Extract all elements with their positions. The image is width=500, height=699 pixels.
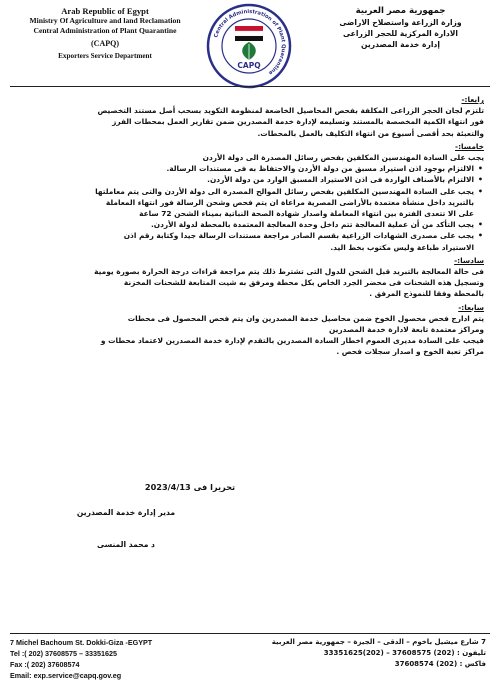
bullet-line: على الا تتعدى الفترة بين انتهاء المعاملة واصدار شهادة الصحة النباتية بميناء الشحن 72 ساعة [139, 209, 474, 219]
list-item [18, 174, 484, 185]
header-left-line: (CAPQ) [91, 39, 119, 48]
list-item [18, 186, 484, 220]
footer-english-block [10, 637, 230, 681]
document-body [18, 92, 484, 358]
seal-ring-textpath: Central Administration of Plant Quarantine [213, 8, 287, 76]
header-left-line: Arab Republic of Egypt [61, 6, 149, 16]
signature-name: د محمد المنسى [97, 540, 155, 549]
bullet-line: • الالتزام بوجود اذن استيراد مسبق من دولة الأردن والاحتفاظ به فى مستندات الرسالة. [166, 164, 474, 174]
footer-email-link[interactable]: Email: exp.service@capq.gov.eg [10, 671, 122, 680]
footer-right-line: تليفون : (202) 37608575 – (202)33351625 [323, 649, 486, 657]
header-right-line: الادارة المركزية للحجر الزراعى [342, 29, 459, 38]
issue-date: تحريرا فى 2023/4/13 [144, 482, 236, 492]
paragraph-line: مراكز تعبة الخوخ و اصدار سجلات فحص . [336, 347, 484, 357]
list-item [18, 230, 484, 252]
footer-left-line: 7 Michel Bachoum St. Dokki-Giza -EGYPT [10, 638, 153, 647]
paragraph-line: ومراكز معتمدة تابعة لادارة خدمة المصدرين [329, 325, 484, 335]
flag-red-stripe [235, 26, 263, 31]
paragraph-line: فى حالة المعالجة بالتبريد قبل الشحن للدول التى تشترط ذلك يتم مراجعة قراءات درجة الحرارة بصورة يومية [94, 267, 484, 277]
bullet-line: • يجب على مصدرى الشهادات الزراعية بقسم الصادر مراجعة مستندات الرسالة جيدا وكتابة رقم اذن [123, 231, 474, 241]
bullet-list [18, 163, 484, 253]
header-left-line: Ministry Of Agriculture and land Reclamation [29, 16, 181, 25]
bullet-line: بالتبريد داخل منشأة معتمدة بالأراضى المصرية مراعاة ان يتم فحص وشحن الرسالة فور انتهاء المعاملة [105, 197, 474, 207]
paragraph-line: تلتزم لجان الحجر الزراعى المكلفة بفحص المحاصيل الخاضعة لمنظومة التكويد بسحب أصل مستند التخصيص [97, 106, 484, 116]
paragraph-line: فور انتهاء الكمية المخصصة بالمستند وتسليمه لإدارة خدمة المصدرين ضمن تقارير العمل بمحطات الفرز [112, 117, 484, 127]
header-left-line: Central Administration of Plant Quarantine [33, 26, 177, 35]
capq-logo [205, 2, 293, 90]
bullet-line: • يجب التأكد من أن عملية المعالجة تتم داخل وحدة المعالجة المعتمدة بالمحطة لدولة الأردن. [150, 220, 474, 230]
section-title: رابعا:- [461, 95, 484, 104]
flag-black-stripe [235, 36, 263, 41]
footer-right-line: فاكس : (202) 37608574 [394, 660, 486, 668]
footer-divider [10, 633, 490, 634]
paragraph-line: فيجب على السادة مديرى العموم اخطار السادة المصدرين بالتقدم لإدارة خدمة المصدرين لاعتماد محطات و [100, 336, 484, 346]
list-item [18, 163, 484, 174]
section-seventh [18, 302, 484, 358]
paragraph-line: يجب على السادة المهندسين المكلفين بفحص رسائل المصدرة الى دولة الأردن [202, 153, 484, 163]
header-right-line: جمهورية مصر العربية [355, 6, 446, 16]
flag-white-stripe [235, 31, 263, 36]
footer-arabic-block [266, 637, 486, 670]
section-title: سابعا:- [458, 302, 484, 312]
bullet-line: • يجب على السادة المهندسين المكلفين بفحص رسائل الموالح المصدرة الى دولة الأردن والتى يتم معاملتها [95, 186, 474, 196]
seal-center-text: CAPQ [237, 61, 261, 70]
section-title: خامسا:- [455, 141, 484, 151]
paragraph-line: والتعبئة بحد أقصى أسبوع من انتهاء التكليف بالعمل بالمحطات. [257, 128, 484, 138]
header-divider [10, 86, 490, 87]
header-right-line: إدارة خدمة المصدرين [361, 40, 440, 49]
signature-title: مدير إدارة خدمة المصدرين [76, 508, 176, 517]
footer-left-line: Fax :( 202) 37608574 [10, 660, 80, 669]
header-english-block [10, 6, 200, 61]
header-left-line: Exporters Service Department [58, 52, 152, 60]
section-fifth [18, 141, 484, 253]
header-arabic-block [313, 6, 488, 50]
section-sixth [18, 255, 484, 300]
section-fourth [18, 94, 484, 139]
bullet-line: الاستيراد طباعة وليس مكتوب بخط اليد. [330, 242, 474, 252]
list-item [18, 219, 484, 230]
capq-seal-icon [205, 2, 293, 90]
bullet-line: • الالتزام بالأصناف الواردة فى اذن الاستيراد المسبق الوارد من دولة الأردن. [207, 175, 474, 185]
paragraph-line: وتسجيل هذه الشحنات فى محضر الجرد الخاص بكل محطة ومرفق به شيت المتابعة للشحنات المخزنة [123, 278, 484, 288]
section-title: سادسا:- [454, 255, 484, 265]
footer-right-line: 7 شارع ميشيل باخوم – الدقى – الجيزة – جمهورية مصر العربية [271, 638, 486, 646]
paragraph-line: بالمحطة وفقا للنموذج المرفق . [369, 289, 484, 299]
header-right-line: وزارة الزراعة واستصلاح الاراضى [339, 18, 462, 27]
footer-left-line: Tel :( 202) 37608575 – 33351625 [10, 649, 117, 658]
paragraph-line: يتم ادارج فحص محصول الخوخ ضمن محاصيل خدمة المصدرين وان يتم فحص المحصول فى محطات [127, 313, 484, 323]
